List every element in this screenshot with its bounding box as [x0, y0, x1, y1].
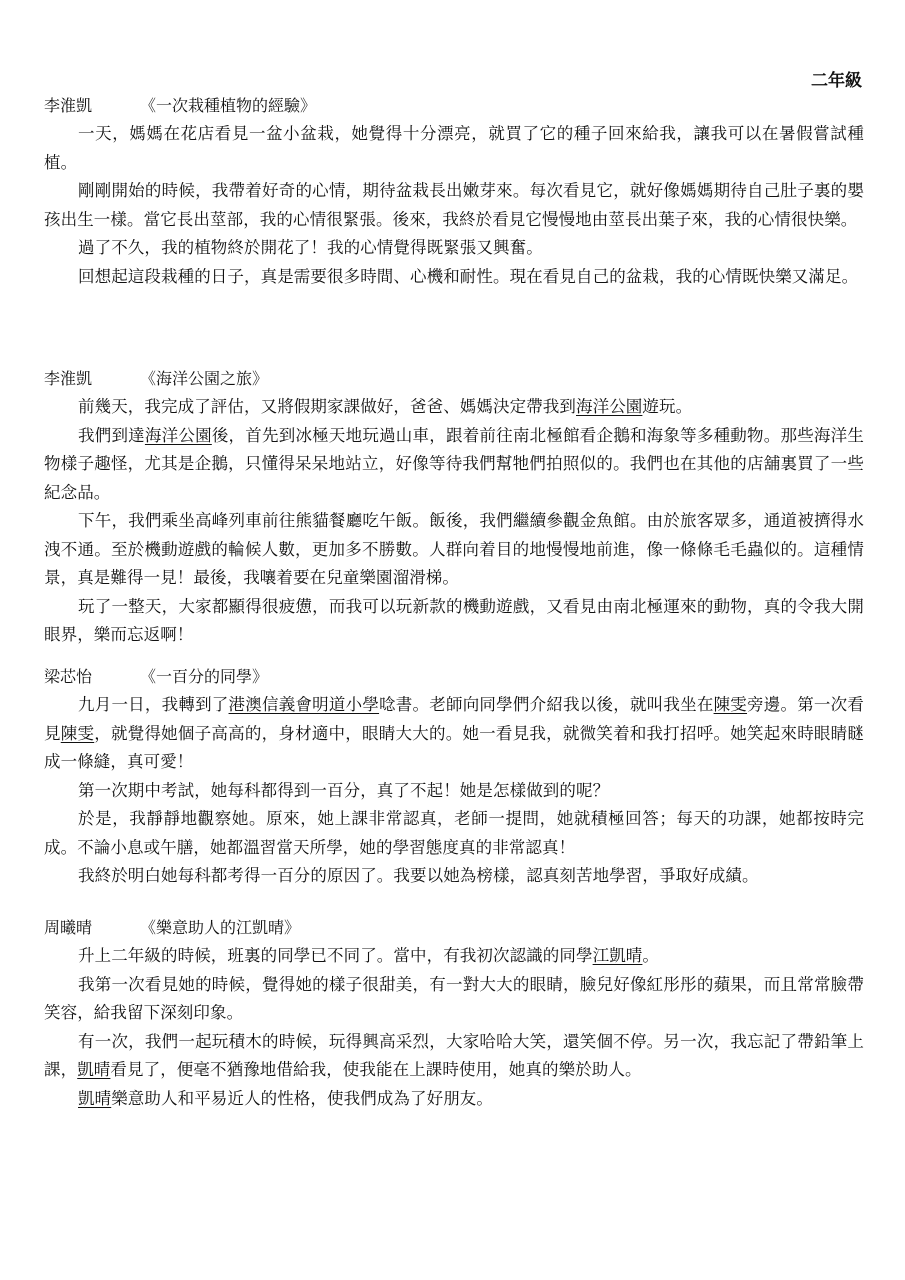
essay-title: 《海洋公園之旅》 [140, 369, 269, 388]
paragraph: 有一次，我們一起玩積木的時候，玩得興高采烈，大家哈哈大笑，還笑個不停。另一次，我忘記了帶鉛筆上課，凱晴看見了，便毫不猶豫地借給我，使我能在上課時使用，她真的樂於助人。 [44, 1031, 864, 1079]
paragraph: 我終於明白她每科都考得一百分的原因了。我要以她為榜樣，認真刻苦地學習，爭取好成績。 [78, 866, 759, 885]
author-name: 梁芯怡 [44, 667, 93, 686]
underlined-name: 陳雯 [60, 723, 95, 743]
author-name: 周曦晴 [44, 918, 93, 937]
paragraph: 升上二年級的時候，班裏的同學已不同了。當中，有我初次認識的同學江凱晴。 [78, 946, 660, 965]
author-name: 李淮凱 [44, 96, 93, 115]
paragraph: 剛剛開始的時候，我帶着好奇的心情，期待盆栽長出嫩芽來。每次看見它，就好像媽媽期待自己肚子裏的嬰孩出生一樣。當它長出莖部，我的心情很緊張。後來，我終於看見它慢慢地由莖長出葉子來，我的心情很快樂。 [44, 181, 864, 229]
paragraph: 一天，媽媽在花店看見一盆小盆栽，她覺得十分漂亮，就買了它的種子回來給我，讓我可以在暑假嘗試種植。 [44, 124, 864, 172]
underlined-name: 港澳信義會明道小學 [228, 695, 380, 714]
paragraph: 過了不久，我的植物終於開花了！我的心情覺得既緊張又興奮。 [78, 238, 543, 257]
paragraph: 回想起這段栽種的日子，真是需要很多時間、心機和耐性。現在看見自己的盆栽，我的心情既快樂又滿足。 [78, 266, 859, 286]
essay [44, 663, 864, 891]
paragraph: 我第一次看見她的時候，覺得她的樣子很甜美，有一對大大的眼睛，臉兒好像紅彤彤的蘋果，而且常常臉帶笑容，給我留下深刻印象。 [44, 974, 864, 1022]
essay [44, 365, 864, 650]
underlined-name: 凱晴 [77, 1060, 111, 1079]
essay-title: 《一次栽種植物的經驗》 [140, 96, 317, 115]
underlined-name: 凱晴 [78, 1088, 112, 1108]
paragraph: 凱晴樂意助人和平易近人的性格，使我們成為了好朋友。 [78, 1088, 494, 1108]
underlined-name: 陳雯 [713, 695, 748, 714]
paragraph: 下午，我們乘坐高峰列車前往熊貓餐廳吃午飯。飯後，我們繼續參觀金魚館。由於旅客眾多，通道被擠得水洩不通。至於機動遊戲的輪候人數，更加多不勝數。人群向着目的地慢慢地前進，像一條條毛毛蟲似的。這種情景，真是難得一見！最後，我嚷着要在兒童樂園溜滑梯。 [44, 511, 864, 587]
author-name: 李淮凱 [44, 369, 93, 388]
essay-heading [44, 365, 864, 393]
essay-heading [44, 914, 864, 942]
essay-heading [44, 92, 864, 120]
paragraph: 玩了一整天，大家都顯得很疲憊，而我可以玩新款的機動遊戲，又看見由南北極運來的動物，真的令我大開眼界，樂而忘返啊！ [44, 596, 864, 644]
essay-title: 《一百分的同學》 [140, 667, 269, 686]
paragraph: 九月一日，我轉到了港澳信義會明道小學唸書。老師向同學們介紹我以後，就叫我坐在陳雯旁邊。第一次看見陳雯，就覺得她個子高高的，身材適中，眼睛大大的。她一看見我，就微笑着和我打招呼。她笑起來時眼睛瞇成一條縫，真可愛！ [44, 695, 865, 771]
paragraph: 前幾天，我完成了評估，又將假期家課做好，爸爸、媽媽決定帶我到海洋公園遊玩。 [78, 397, 693, 416]
essay-heading [44, 663, 864, 691]
grade-label: 二年級 [811, 71, 862, 91]
essay [44, 914, 864, 1113]
underlined-name: 海洋公園 [144, 425, 212, 445]
essay [44, 92, 864, 291]
underlined-name: 海洋公園 [576, 397, 643, 416]
paragraph: 我們到達海洋公園後，首先到冰極天地玩過山車，跟着前往南北極館看企鵝和海象等多種動物。那些海洋生物樣子趣怪，尤其是企鵝，只懂得呆呆地站立，好像等待我們幫牠們拍照似的。我們也在其他的店舖裏買了一些紀念品。 [44, 425, 864, 502]
paragraph: 第一次期中考試，她每科都得到一百分，真了不起！她是怎樣做到的呢？ [78, 780, 610, 800]
essay-title: 《樂意助人的江凱晴》 [140, 918, 301, 937]
paragraph: 於是，我靜靜地觀察她。原來，她上課非常認真，老師一提問，她就積極回答；每天的功課，她都按時完成。不論小息或午膳，她都溫習當天所學，她的學習態度真的非常認真！ [44, 809, 864, 857]
underlined-name: 江凱晴 [592, 946, 643, 965]
